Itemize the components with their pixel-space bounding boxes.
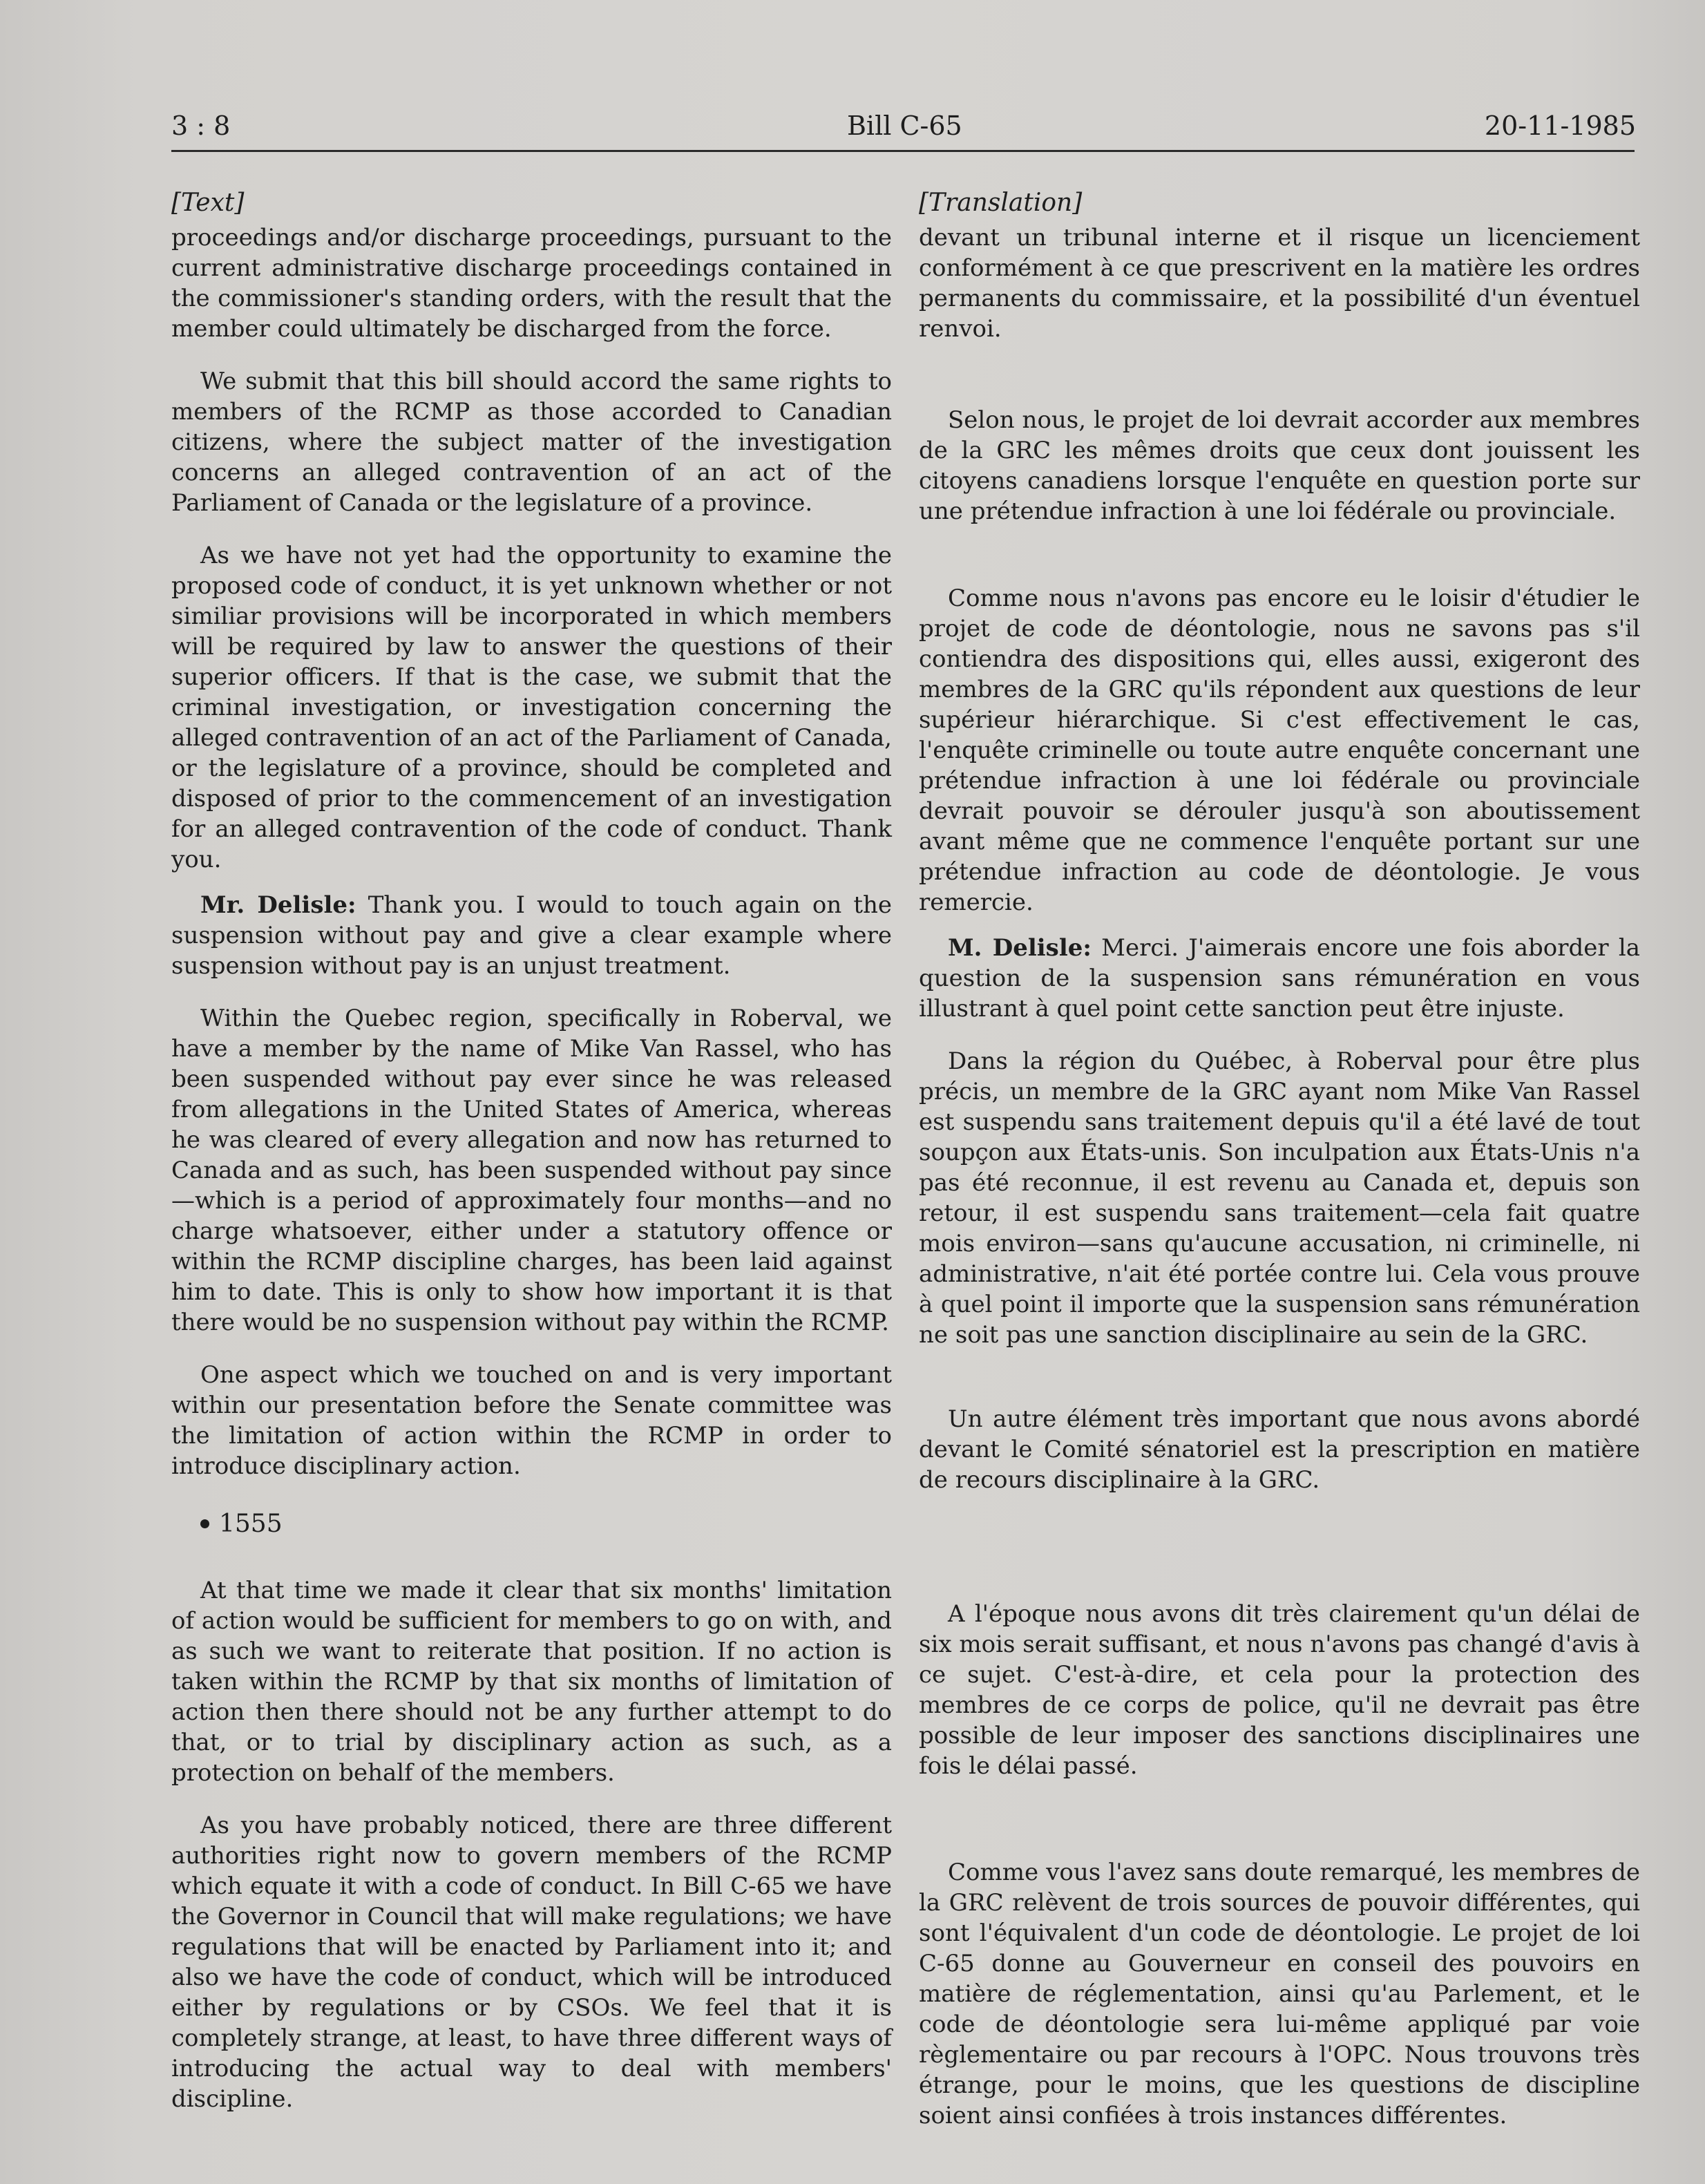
speaker-paragraph (171, 890, 892, 981)
paragraph: Selon nous, le projet de loi devrait accorder aux membres de la GRC les mêmes droits que ceux dont jouissent les citoyens canadiens lorsque l'enquête en question porte sur une prétendue infraction à une loi fédérale ou provinciale. (919, 406, 1640, 525)
bullet-icon (200, 1519, 209, 1528)
paragraph: As you have probably noticed, there are three different authorities right now to govern members of the RCMP which equate it with a code of conduct. In Bill C-65 we have the Governor in Council that will make regulations; we have regulations that will be enacted by Parliament into it; and also we have the code of conduct, which will be introduced either by regulations or by CSOs. We feel that it is completely strange, at least, to have three different ways of introducing the actual way to deal with members' discipline. (171, 1812, 892, 2113)
text-label: [Text] (171, 189, 245, 217)
paragraph: proceedings and/or discharge proceedings, pursuant to the current administrative discharge proceedings contained in the commissioner's standing orders, with the result that the member could ultimately be discharged from the force. (171, 224, 892, 343)
bill-title: Bill C-65 (847, 111, 962, 141)
french-column (919, 188, 1640, 2131)
paragraph: As we have not yet had the opportunity to examine the proposed code of conduct, it is yet unknown whether or not similiar provisions will be incorporated in which members will be required by law to answer the questions of their superior officers. If that is the case, we submit that the criminal investigation, or investigation concerning the alleged contravention of an act of the Parliament of Canada, or the legislature of a province, should be completed and disposed of prior to the commencement of an investigation for an alleged contravention of the code of conduct. Thank you. (171, 542, 892, 873)
paragraph: At that time we made it clear that six months' limitation of action would be sufficient for members to go on with, and as such we want to reiterate that position. If no action is taken within the RCMP by that six months of limitation of action then there should not be any further attempt to do that, or to trial by disciplinary action as such, as a protection on behalf of the members. (171, 1577, 892, 1787)
header-date: 20-11-1985 (1484, 111, 1636, 141)
paragraph: Comme vous l'avez sans doute remarqué, les membres de la GRC relèvent de trois sources de pouvoir différentes, qui sont l'équivalent d'un code de déontologie. Le projet de loi C-65 donne au Gouverneur en conseil des pouvoirs en matière de réglementation, ainsi qu'au Parlement, et le code de déontologie sera lui-même appliqué par voie règlementaire ou par recours à l'OPC. Nous trouvons très étrange, pour le moins, que les questions de discipline soient ainsi confiées à trois instances différentes. (919, 1859, 1640, 2129)
paragraph: Dans la région du Québec, à Roberval pour être plus précis, un membre de la GRC ayant nom Mike Van Rassel est suspendu sans traitement depuis qu'il a été lavé de tout soupçon aux États-unis. Son inculpation aux États-Unis n'a pas été reconnue, il est revenu au Canada et, depuis son retour, il est suspendu sans traitement—cela fait quatre mois environ—sans qu'aucune accusation, ni criminelle, ni administrative, n'ait été portée contre lui. Cela vous prouve à quel point il importe que la suspension sans rémunération ne soit pas une sanction disciplinaire au sein de la GRC. (919, 1047, 1640, 1349)
header-rule (171, 150, 1635, 152)
paragraph: Comme nous n'avons pas encore eu le loisir d'étudier le projet de code de déontologie, nous ne savons pas s'il contiendra des dispositions qui, elles aussi, exigeront des membres de la GRC qu'ils répondent aux questions de leur supérieur hiérarchique. Si c'est effectivement le cas, l'enquête criminelle ou toute autre enquête concernant une prétendue infraction à une loi fédérale ou provinciale devrait pouvoir se dérouler jusqu'à son aboutissement avant même que ne commence l'enquête portant sur une prétendue infraction au code de déontologie. Je vous remercie. (919, 585, 1640, 916)
paragraph: Within the Quebec region, specifically in Roberval, we have a member by the name of Mike Van Rassel, who has been suspended without pay ever since he was released from allegations in the United States of America, whereas he was cleared of every allegation and now has returned to Canada and as such, has been suspended without pay since—which is a period of approximately four months—and no charge whatsoever, either under a statutory offence or within the RCMP discipline charges, has been laid against him to date. This is only to show how important it is that there would be no suspension without pay within the RCMP. (171, 1005, 892, 1336)
paragraph: A l'époque nous avons dit très clairement qu'un délai de six mois serait suffisant, et nous n'avons pas changé d'avis à ce sujet. C'est-à-dire, et cela pour la protection des membres de ce corps de police, qu'il ne devrait pas être possible de leur imposer des sanctions disciplinaires une fois le délai passé. (919, 1600, 1640, 1780)
speaker-text: Thank you. I would to touch again on the suspension without pay and give a clear example where suspension without pay is an unjust treatment. (171, 891, 893, 980)
paragraph: Un autre élément très important que nous avons abordé devant le Comité sénatoriel est la prescription en matière de recours disciplinaire à la GRC. (919, 1405, 1640, 1494)
time-marker (171, 1509, 892, 1539)
speaker-paragraph (919, 933, 1640, 1024)
time-marker-value: 1555 (219, 1510, 283, 1538)
translation-label-value: Translation (928, 189, 1073, 217)
speaker-text: Merci. J'aimerais encore une fois aborder la question de la suspension sans rémunération en vous illustrant à quel point cette sanction peut être injuste. (919, 934, 1640, 1023)
paragraph: One aspect which we touched on and is very important within our presentation before the Senate committee was the limitation of action within the RCMP in order to introduce disciplinary action. (171, 1361, 892, 1480)
speaker-name: M. Delisle: (948, 934, 1092, 962)
page-number: 3 : 8 (171, 111, 231, 141)
english-column (171, 188, 892, 2114)
translation-label: [Translation] (919, 189, 1083, 217)
text-label-value: Text (181, 189, 235, 217)
speaker-name: Mr. Delisle: (200, 891, 356, 919)
paragraph: We submit that this bill should accord the same rights to members of the RCMP as those accorded to Canadian citizens, where the subject matter of the investigation concerns an alleged contravention of an act of the Parliament of Canada or the legislature of a province. (171, 368, 892, 517)
paragraph: devant un tribunal interne et il risque un licenciement conformément à ce que prescrivent en la matière les ordres permanents du commissaire, et la possibilité d'un éventuel renvoi. (919, 224, 1640, 343)
